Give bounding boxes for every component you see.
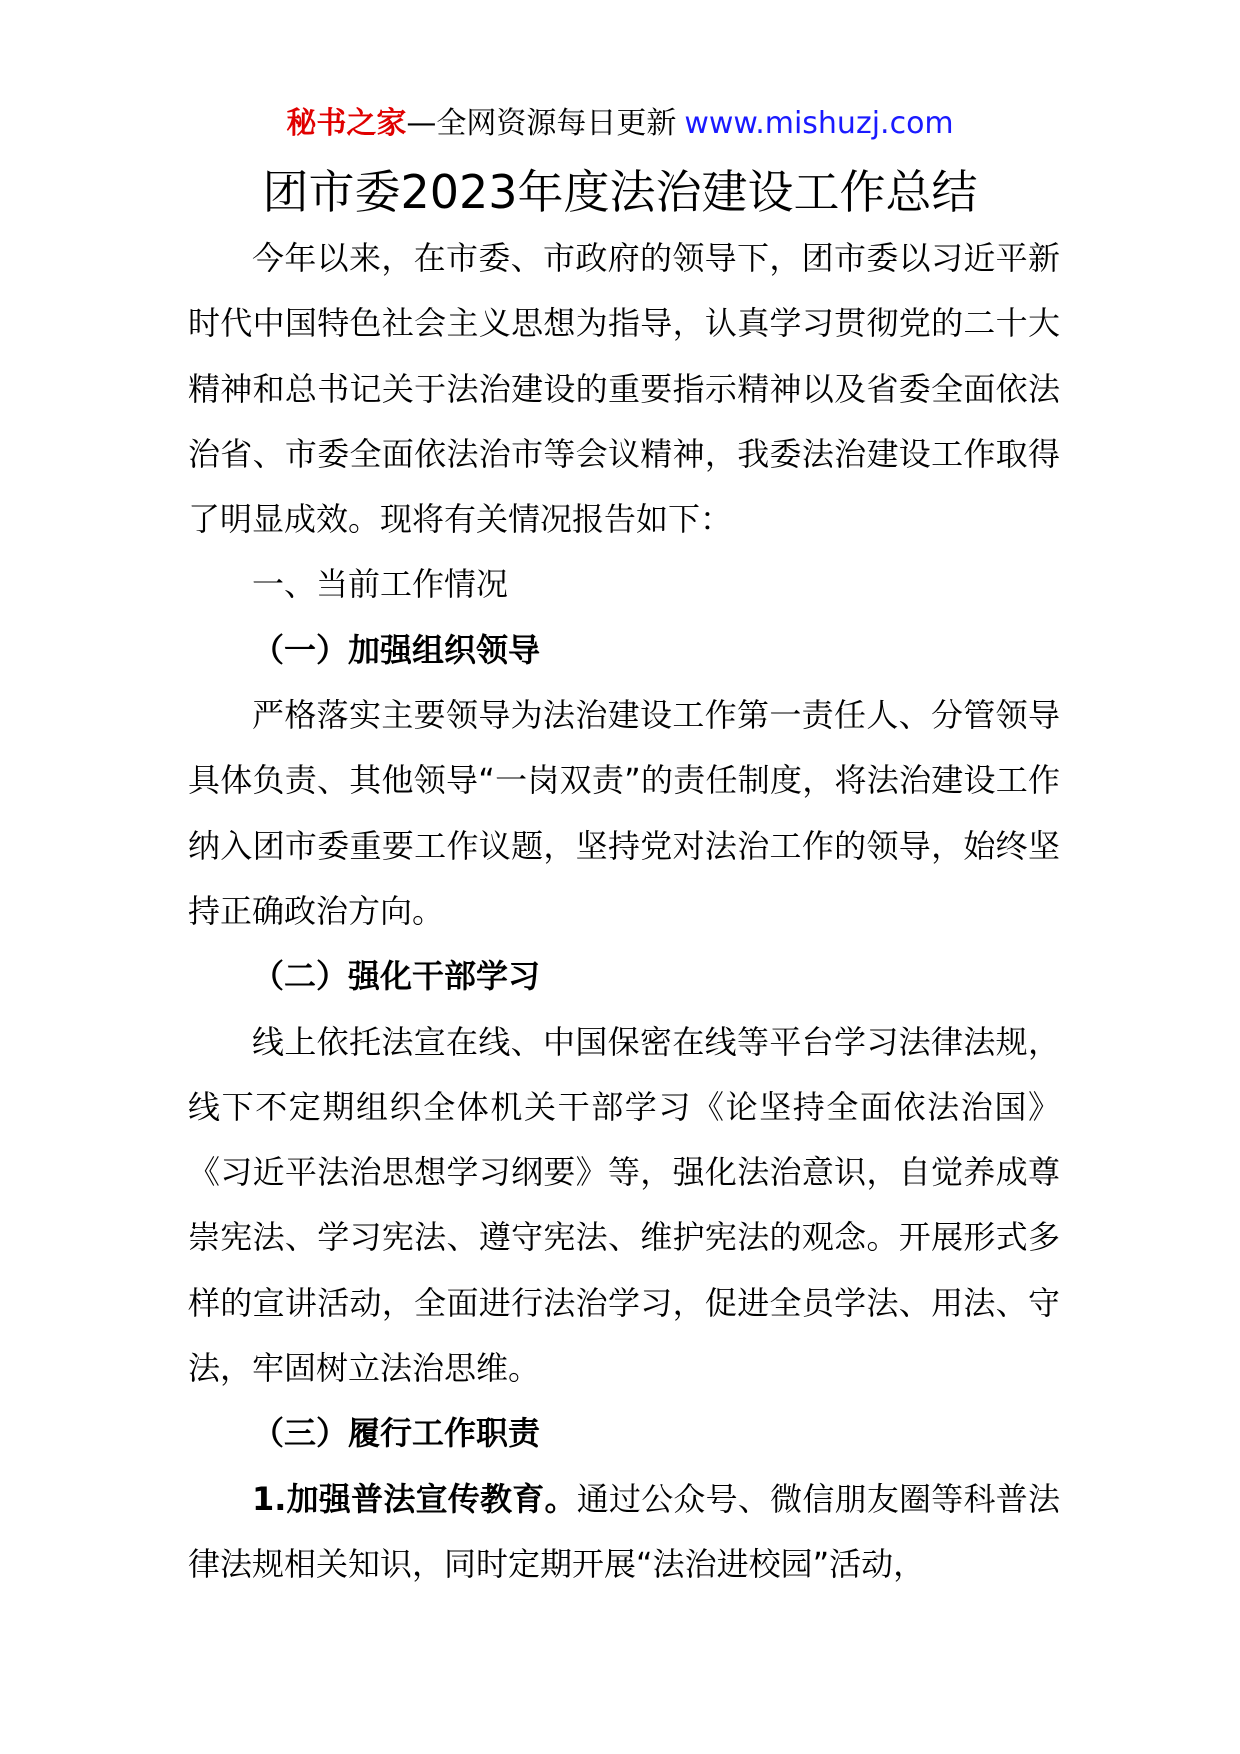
brand-name: 秘书之家 — [286, 106, 407, 141]
banner-tagline: —全网资源每日更新 — [406, 106, 677, 141]
document-title: 团市委2023年度法治建设工作总结 — [262, 165, 978, 219]
subsection-paragraph-2: 线上依托法宣在线、中国保密在线等平台学习法律法规，线下不定期组织全体机关干部学习《论坚持全面依法治国》《习近平法治思想学习纲要》等，强化法治意识，自觉养成尊崇宪法、学习宪法、遵守宪法、维护宪法的观念。开展形式多样的宣讲活动，全面进行法治学习，促进全员学法、用法、守法，牢固树立法治思维。 — [188, 1022, 1060, 1388]
subsection-heading-2: （二）强化干部学习 — [252, 957, 541, 996]
intro-paragraph: 今年以来，在市委、市政府的领导下，团市委以习近平新时代中国特色社会主义思想为指导，认真学习贯彻党的二十大精神和总书记关于法治建设的重要指示精神以及省委全面依法治省、市委全面依法治市等会议精神，我委法治建设工作取得了明显成效。现将有关情况报告如下： — [188, 239, 1060, 539]
subsection-heading-1: （一）加强组织领导 — [252, 630, 541, 669]
item-lead: 1.加强普法宣传教育。 — [252, 1479, 577, 1518]
subsection-heading-3: （三）履行工作职责 — [252, 1414, 541, 1453]
site-url-link[interactable]: www.mishuzj.com — [684, 106, 954, 141]
item-paragraph-1 — [188, 1467, 1060, 1598]
document-body — [188, 226, 1060, 1597]
section-heading-1: 一、当前工作情况 — [252, 565, 509, 604]
subsection-paragraph-1: 严格落实主要领导为法治建设工作第一责任人、分管领导具体负责、其他领导“一岗双责”的责任制度，将法治建设工作纳入团市委重要工作议题，坚持党对法治工作的领导，始终坚持正确政治方向。 — [188, 696, 1060, 930]
site-banner — [0, 102, 1240, 146]
item-text: 通过公众号、微信朋友圈等科普法律法规相关知识，同时定期开展“法治进校园”活动， — [188, 1479, 1060, 1583]
